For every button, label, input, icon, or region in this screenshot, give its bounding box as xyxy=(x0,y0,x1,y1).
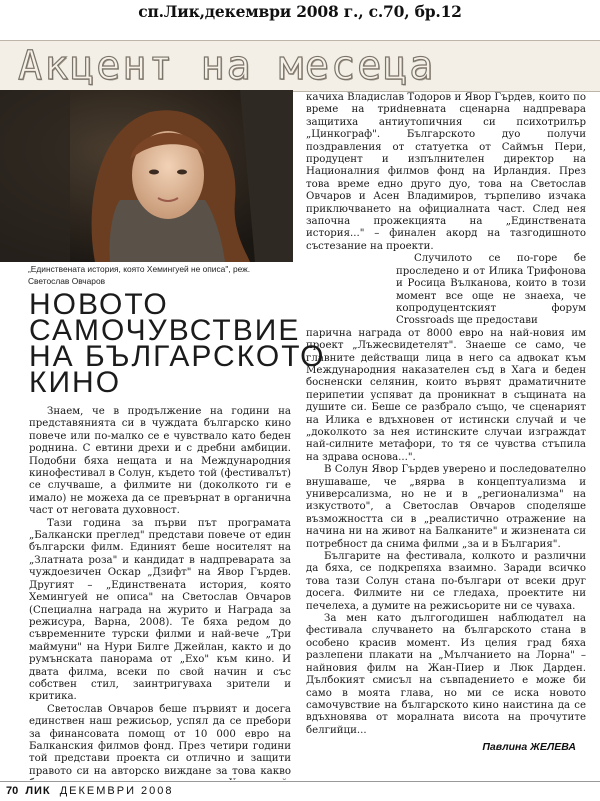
body-paragraph: В Солун Явор Гърдев уверено и последователно внушаваше, че „вярва в концептуализма и универсализма, но не и в „регионализма" на изкуството", а Светослав Овчаров споделяше възможността си в „реалистично отражение на начина ни на живот на Балканите" и жизнената си потребност да снима филми „за и в България". xyxy=(306,464,586,550)
body-paragraph: качиха Владислав Тодоров и Явор Гърдев, които по време на триdневната сценарна надпревара защитиха антиутопичния си психотрилър „Цинкограф". Българското дуо получи поздравления от статуетка от Саймън Пери, продуцент и изпълнителен директор на Националния филмов фонд на Ирландия. През това време едно друго дуо, това на Светослав Овчаров и Асен Владимиров, търпеливо изчака приключването на официалната част. След нея започна прожекцията на „Единствената история..." – финален акорд на тазгодишното състезание на проекти. xyxy=(306,92,586,252)
film-still-photo xyxy=(0,90,293,262)
author-signature: Павлина ЖЕЛЕВА xyxy=(482,741,576,754)
right-column xyxy=(306,92,586,778)
body-paragraph: парична награда от 8000 евро на най-новия им проект „Лъжесвидетелят". Знаеше се само, че главните действащи лица в него са адвокат към Международния наказателен съд в Хага и беден босненски селянин, които вървят драматичните перипетии успяват да проникнат в същината на душите си. Беше се разбрало също, че сценарият на Илика е вдъхновен от истински случай и че „доколкото за нея истинските случаи изграждат най-силните метафори, то тя се чувства стъпила на здрава основа...". xyxy=(306,327,586,463)
page-number: 70 xyxy=(6,785,19,797)
photo-caption: „Единствената история, която Хемингуей не описа", реж. Светослав Овчаров xyxy=(28,264,251,286)
headline-line: НА БЪЛГАРСКОТО xyxy=(29,340,326,373)
section-title: Акцент на месеца xyxy=(18,43,436,89)
headline-line: САМОЧУВСТВИЕ xyxy=(29,314,301,347)
body-paragraph: Знаем, че в продължение на години на представянията си в чуждата българско кино повече или по-малко се е чувствало като беден роднина. С евтини дрехи и с дребни амбиции. Подобни бяха нещата и на Международния кинофестивал в Солун, където той (фестивалът) се случваше, а филмите ни (доколкото ги е имало) не можеха да се превърнат в органична част от неговата духовност. xyxy=(29,406,291,517)
body-paragraph: Тази година за първи път програмата „Балкански преглед" представи повече от един български филм. Единият беше носителят на „Златната роза" и кандидат в надпреварата за чуждоезичен Оскар „Дзифт" на Явор Гърдев. Другият – „Единствената история, която Хемингуей не описа" на Светослав Овчаров (Специална награда на журито и Награда за режисура, Варна, 2008). Те бяха редом до съвременните турски филми и най-вече „Три маймуни" на Нури Билге Джейлан, както и до румънската панорама от „Ехо" към кино. И двата филма, всеки по свой начин и със собствен стил, заинтригуваха зрители и критика. xyxy=(29,517,291,703)
issue-date: ДЕКЕМВРИ 2008 xyxy=(59,785,174,797)
magazine-name: ЛИК xyxy=(25,785,51,797)
headline-line: КИНО xyxy=(29,366,122,399)
body-paragraph: Случилото се по-горе бе проследено и от Илика Трифонова и Росица Вълканова, които в този момент все още не знаеха, че копродуцентският форум Crossroads ще предостави xyxy=(396,253,586,327)
left-column xyxy=(29,406,291,780)
page-footer xyxy=(0,781,600,801)
body-paragraph: Светослав Овчаров беше първият и досега единствен наш режисьор, успял да се пребори за финансовата помощ от 10 000 евро на Балканския филмов фонд. През четири години той представи проекта си отлично и защити правото си на авторско виждане за това какво xyxy=(29,703,291,777)
actress-portrait-image xyxy=(0,90,293,262)
source-line: сп.Лик,декември 2008 г., с.70, бр.12 xyxy=(138,2,462,21)
body-paragraph: За мен като дългогодишен наблюдател на фестивала случването на българското стана в особено красив момент. Из целия град бяха разлепени плакати на „Мълчанието на Лорна" – найновия филм на Жан-Пиер и Люк Дарден. Дълбокият смисъл на съвпадението е може би само в моята глава, но ми се иска новото самочувствие на българското кино наистина да се вдъхновява от моралната висота на прочутите белгийци... xyxy=(306,613,586,736)
headline-line: НОВОТО xyxy=(29,288,169,321)
body-paragraph: Българите на фестивала, колкото и различни да бяха, се подкрепяха взаимно. Заради всичко това тази Солун стана по-българи от всеки друг досега. Филмите ни се гледаха, проектите ни печелеха, а думите на режисьорите ни се чуваха. xyxy=(306,551,586,612)
article-headline xyxy=(29,288,326,399)
section-header xyxy=(0,40,600,92)
